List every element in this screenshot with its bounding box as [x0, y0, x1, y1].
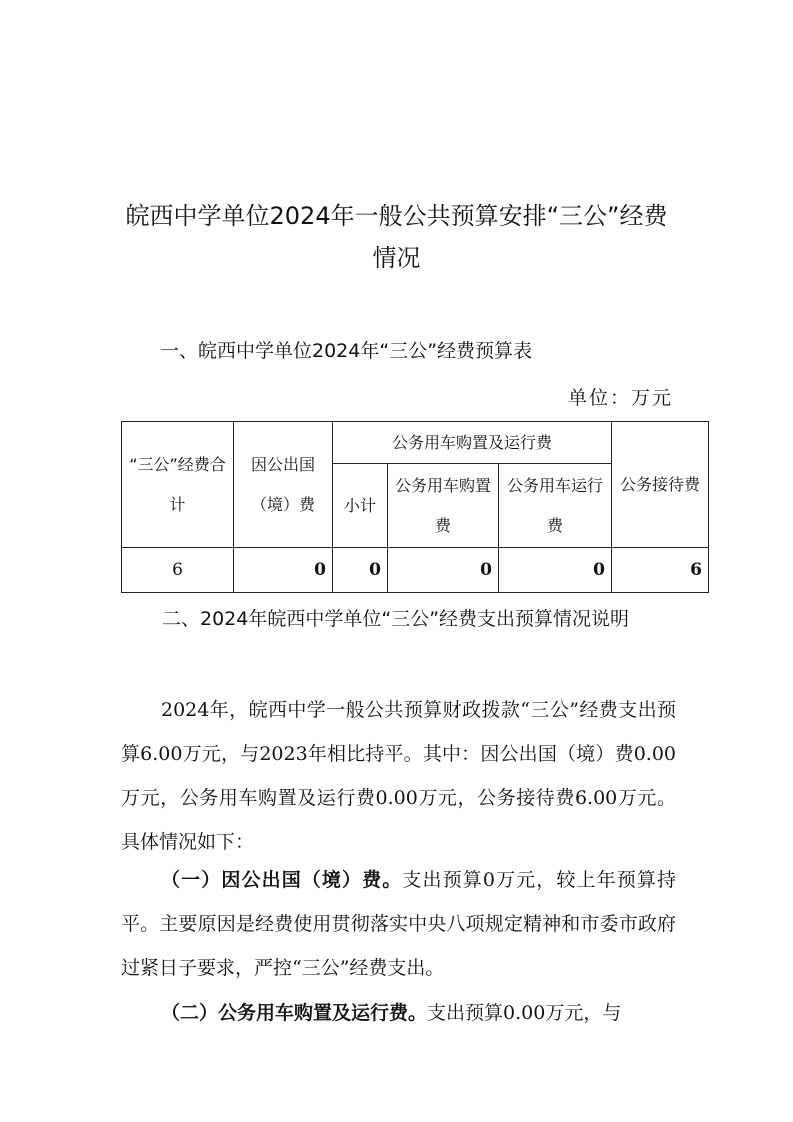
header-subtotal: 小计 — [333, 464, 388, 548]
paragraph-summary: 2024年，皖西中学一般公共预算财政拨款“三公”经费支出预算6.00万元，与2023年相比持平。其中：因公出国（境）费0.00万元，公务用车购置及运行费0.00万元，公务接待费6.00万元。具体情况如下： — [121, 699, 676, 853]
cell-total: 6 — [122, 548, 234, 593]
table-row — [122, 548, 709, 593]
cell-abroad: 0 — [234, 548, 333, 593]
header-total: “三公”经费合计 — [122, 422, 234, 548]
header-reception: 公务接待费 — [612, 422, 709, 548]
cell-vehicle-purchase: 0 — [388, 548, 499, 593]
cell-vehicle-operation: 0 — [499, 548, 612, 593]
item2-text: 支出预算0.00万元，与 — [427, 1002, 622, 1024]
cell-subtotal: 0 — [333, 548, 388, 593]
unit-label: 单位：万元 — [567, 387, 673, 409]
budget-table — [121, 421, 709, 593]
item1-label: （一）因公出国（境）费。 — [161, 869, 403, 891]
header-abroad: 因公出国（境）费 — [234, 422, 333, 548]
paragraph-item-2 — [121, 991, 676, 1035]
paragraph-item-1 — [121, 858, 676, 990]
item2-label: （二）公务用车购置及运行费。 — [161, 1002, 428, 1024]
title-line-2: 情况 — [372, 244, 421, 272]
header-vehicle-group: 公务用车购置及运行费 — [333, 422, 612, 464]
document-title — [100, 195, 693, 279]
header-vehicle-operation: 公务用车运行费 — [499, 464, 612, 548]
item1-text: 支出预算0万元，较上年预算持平。主要原因是经费使用贯彻落实中央八项规定精神和市委市政府过紧日子要求，严控“三公”经费支出。 — [121, 869, 676, 979]
title-line-1: 皖西中学单位2024年一般公共预算安排“三公”经费 — [125, 202, 668, 230]
header-vehicle-purchase: 公务用车购置费 — [388, 464, 499, 548]
section1-heading: 一、皖西中学单位2024年“三公”经费预算表 — [160, 340, 533, 362]
cell-reception: 6 — [612, 548, 709, 593]
section2-heading: 二、2024年皖西中学单位“三公”经费支出预算情况说明 — [162, 608, 630, 630]
table-header-row — [122, 422, 709, 464]
